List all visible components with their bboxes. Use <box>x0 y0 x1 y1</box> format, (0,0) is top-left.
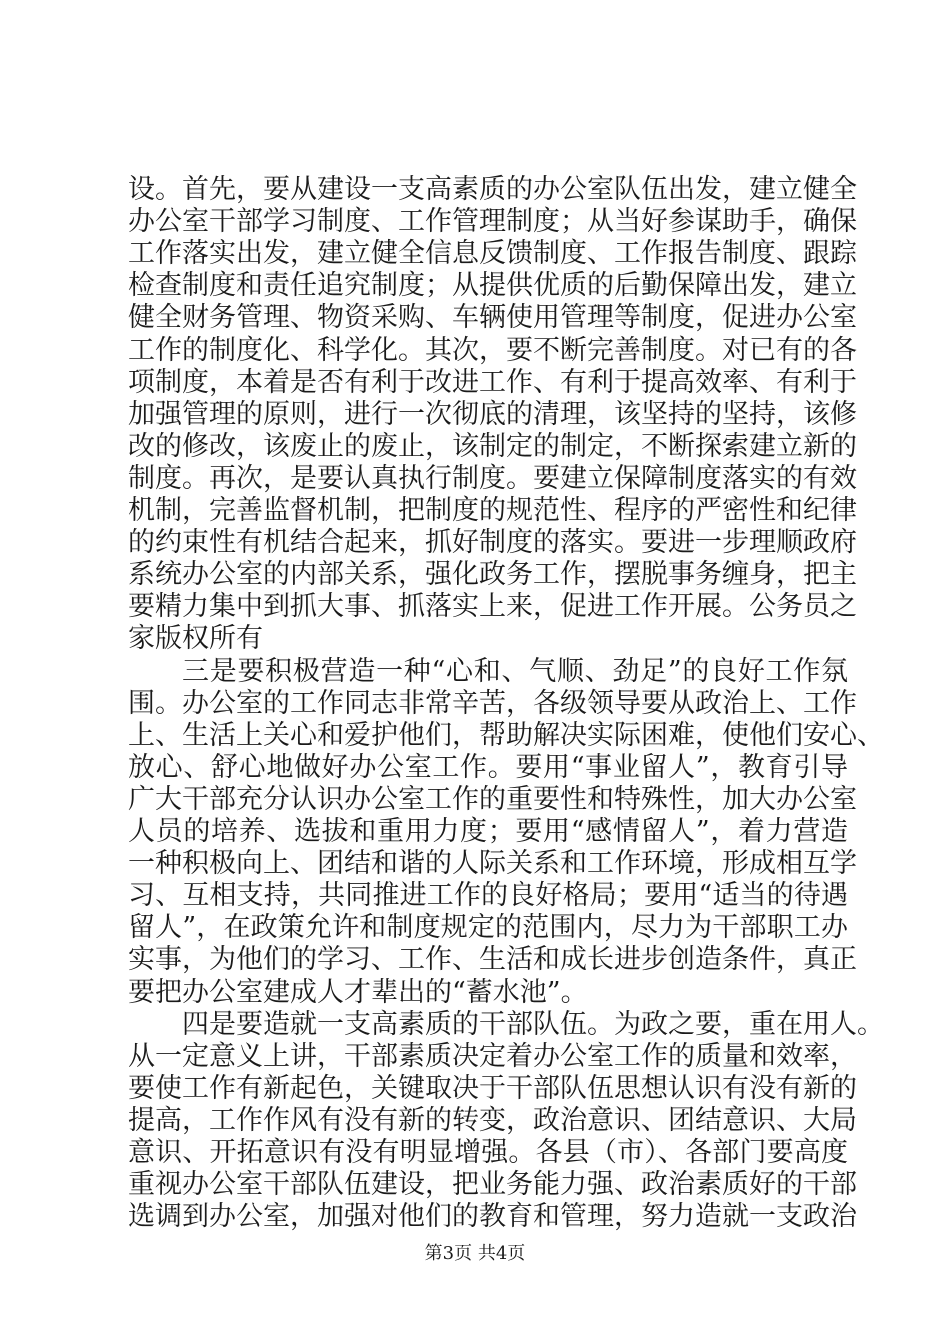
text-line: 广大干部充分认识办公室工作的重要性和特殊性，加大办公室 <box>128 783 857 815</box>
text-line: 留人”，在政策允许和制度规定的范围内，尽力为干部职工办 <box>128 912 848 944</box>
text-line: 要使工作有新起色，关键取决于干部队伍思想认识有没有新的 <box>128 1072 857 1104</box>
text-line: 围。办公室的工作同志非常辛苦，各级领导要从政治上、工作 <box>128 687 857 719</box>
text-line: 健全财务管理、物资采购、车辆使用管理等制度，促进办公室 <box>128 302 857 334</box>
text-line: 要把办公室建成人才辈出的“蓄水池”。 <box>128 976 588 1008</box>
text-line: 从一定意义上讲，干部素质决定着办公室工作的质量和效率， <box>128 1040 857 1072</box>
text-line: 放心、舒心地做好办公室工作。要用“事业留人”，教育引导 <box>128 751 848 783</box>
text-line: 上、生活上关心和爱护他们，帮助解决实际困难，使他们安心、 <box>128 719 884 751</box>
text-line: 习、互相支持，共同推进工作的良好格局；要用“适当的待遇 <box>128 880 848 912</box>
text-line: 加强管理的原则，进行一次彻底的清理，该坚持的坚持，该修 <box>128 398 857 430</box>
text-line: 的约束性有机结合起来，抓好制度的落实。要进一步理顺政府 <box>128 527 857 559</box>
text-line: 四是要造就一支高素质的干部队伍。为政之要，重在用人。 <box>182 1008 884 1040</box>
text-line: 机制，完善监督机制，把制度的规范性、程序的严密性和纪律 <box>128 495 857 526</box>
page-footer: 第3页 共4页 <box>424 1243 526 1264</box>
text-line: 一种积极向上、团结和谐的人际关系和工作环境，形成相互学 <box>128 848 857 880</box>
text-line: 人员的培养、选拔和重用力度；要用“感情留人”，着力营造 <box>128 816 848 847</box>
text-line: 家版权所有 <box>128 623 263 655</box>
text-line: 重视办公室干部队伍建设，把业务能力强、政治素质好的干部 <box>128 1169 857 1201</box>
text-line: 设。首先，要从建设一支高素质的办公室队伍出发，建立健全 <box>128 174 857 205</box>
text-line: 提高，工作作风有没有新的转变，政治意识、团结意识、大局 <box>128 1104 857 1136</box>
text-line: 办公室干部学习制度、工作管理制度；从当好参谋助手，确保 <box>128 206 857 238</box>
text-line: 系统办公室的内部关系，强化政务工作，摆脱事务缠身，把主 <box>128 559 857 591</box>
text-line: 实事，为他们的学习、工作、生活和成长进步创造条件，真正 <box>128 944 857 976</box>
text-line: 制度。再次，是要认真执行制度。要建立保障制度落实的有效 <box>128 462 857 494</box>
text-line: 项制度，本着是否有利于改进工作、有利于提高效率、有利于 <box>128 366 857 398</box>
text-line: 工作的制度化、科学化。其次，要不断完善制度。对已有的各 <box>128 334 857 366</box>
text-line: 工作落实出发，建立健全信息反馈制度、工作报告制度、跟踪 <box>128 238 857 270</box>
text-line: 三是要积极营造一种“心和、气顺、劲足”的良好工作氛 <box>182 655 848 687</box>
text-line: 要精力集中到抓大事、抓落实上来，促进工作开展。公务员之 <box>128 591 857 623</box>
text-line: 检查制度和责任追究制度；从提供优质的后勤保障出发，建立 <box>128 270 857 302</box>
text-line: 选调到办公室，加强对他们的教育和管理，努力造就一支政治 <box>128 1201 857 1233</box>
text-line: 意识、开拓意识有没有明显增强。各县（市）、各部门要高度 <box>128 1137 848 1168</box>
text-line: 改的修改，该废止的废止，该制定的制定，不断探索建立新的 <box>128 430 857 462</box>
